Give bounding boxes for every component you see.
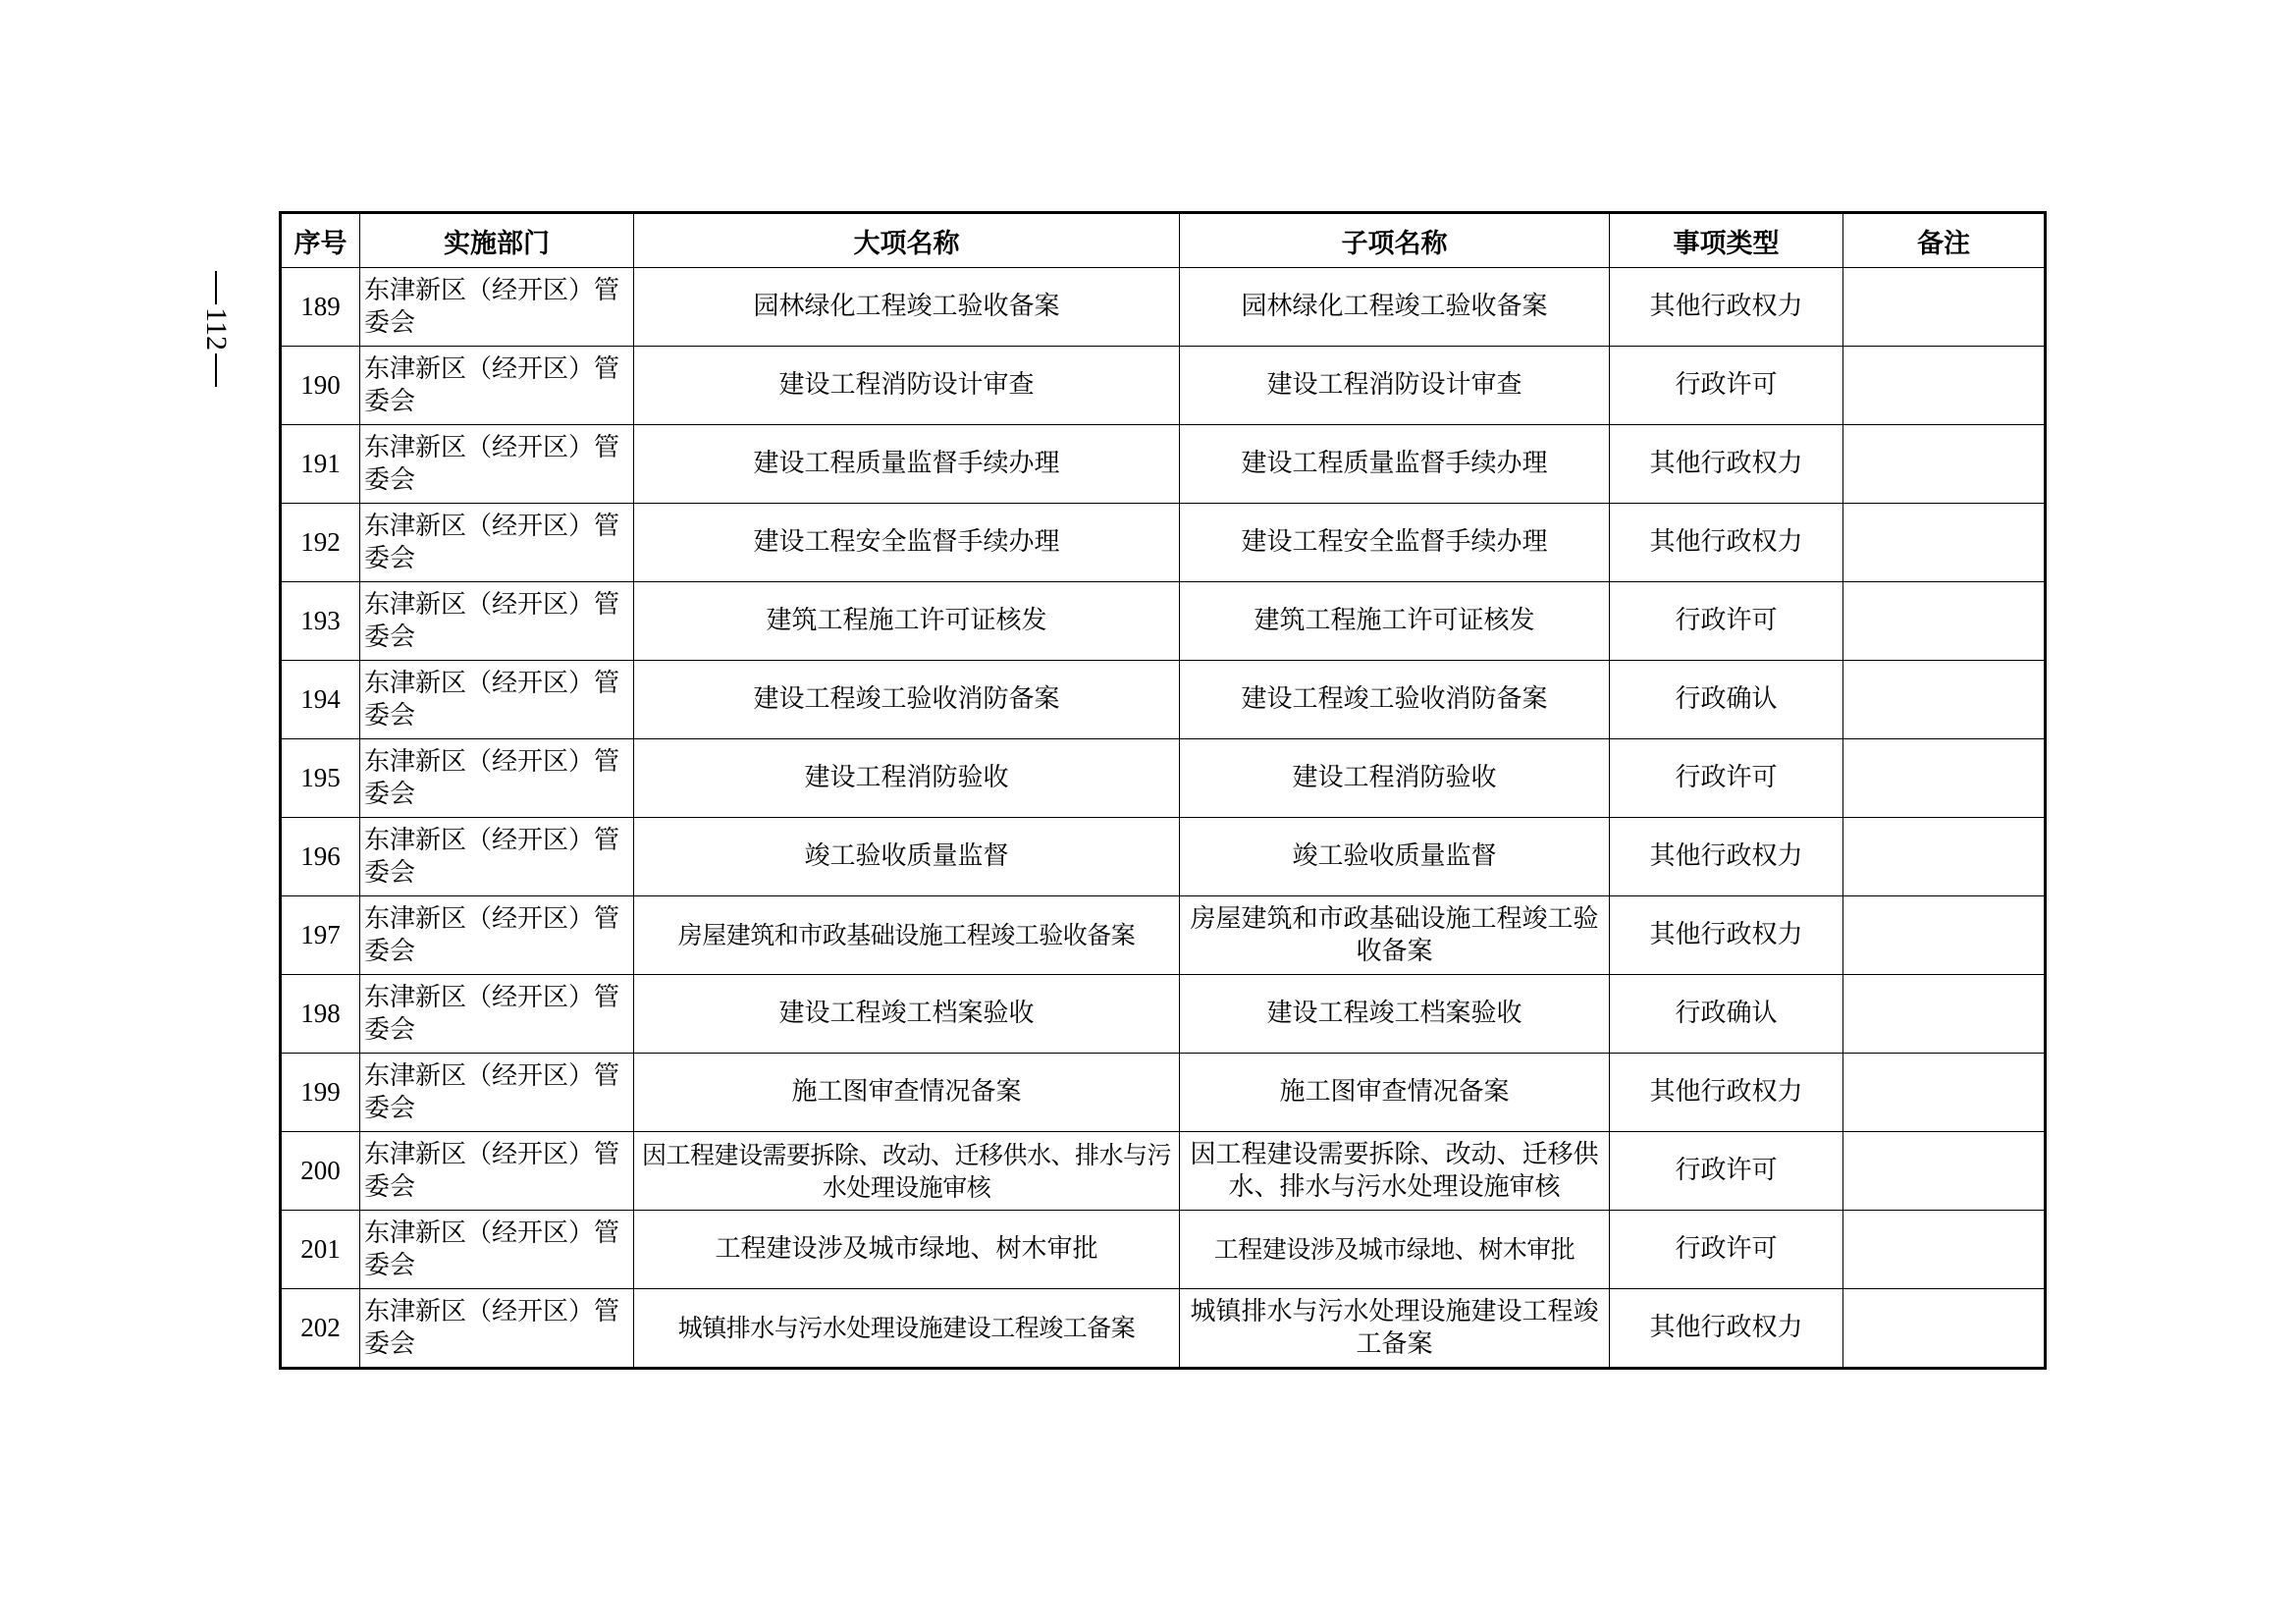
header-seq: 序号 bbox=[281, 213, 360, 268]
cell-type: 行政许可 bbox=[1610, 582, 1843, 661]
cell-dept: 东津新区（经开区）管委会 bbox=[360, 975, 634, 1054]
cell-dept: 东津新区（经开区）管委会 bbox=[360, 425, 634, 504]
cell-note bbox=[1843, 347, 2046, 425]
cell-major: 房屋建筑和市政基础设施工程竣工验收备案 bbox=[634, 896, 1180, 975]
table-row bbox=[281, 975, 2046, 1054]
cell-seq: 195 bbox=[281, 739, 360, 818]
cell-seq: 192 bbox=[281, 504, 360, 582]
cell-sub: 房屋建筑和市政基础设施工程竣工验收备案 bbox=[1180, 896, 1610, 975]
cell-seq: 197 bbox=[281, 896, 360, 975]
page-number-dash-top bbox=[215, 271, 217, 304]
cell-seq: 190 bbox=[281, 347, 360, 425]
cell-type: 行政确认 bbox=[1610, 661, 1843, 739]
cell-seq: 191 bbox=[281, 425, 360, 504]
page-number-dash-bottom bbox=[215, 353, 217, 387]
cell-note bbox=[1843, 975, 2046, 1054]
cell-type: 其他行政权力 bbox=[1610, 1289, 1843, 1369]
table-row bbox=[281, 739, 2046, 818]
cell-note bbox=[1843, 1211, 2046, 1289]
cell-dept: 东津新区（经开区）管委会 bbox=[360, 1289, 634, 1369]
cell-dept: 东津新区（经开区）管委会 bbox=[360, 268, 634, 347]
cell-dept: 东津新区（经开区）管委会 bbox=[360, 504, 634, 582]
header-major: 大项名称 bbox=[634, 213, 1180, 268]
cell-major: 建设工程质量监督手续办理 bbox=[634, 425, 1180, 504]
cell-dept: 东津新区（经开区）管委会 bbox=[360, 1054, 634, 1132]
cell-dept: 东津新区（经开区）管委会 bbox=[360, 896, 634, 975]
cell-sub: 竣工验收质量监督 bbox=[1180, 818, 1610, 896]
cell-type: 行政许可 bbox=[1610, 1211, 1843, 1289]
table-row bbox=[281, 425, 2046, 504]
cell-sub: 建设工程消防验收 bbox=[1180, 739, 1610, 818]
cell-major: 因工程建设需要拆除、改动、迁移供水、排水与污水处理设施审核 bbox=[634, 1132, 1180, 1211]
cell-note bbox=[1843, 582, 2046, 661]
cell-type: 其他行政权力 bbox=[1610, 1054, 1843, 1132]
table-row bbox=[281, 347, 2046, 425]
cell-type: 其他行政权力 bbox=[1610, 425, 1843, 504]
header-type: 事项类型 bbox=[1610, 213, 1843, 268]
header-note: 备注 bbox=[1843, 213, 2046, 268]
cell-dept: 东津新区（经开区）管委会 bbox=[360, 661, 634, 739]
cell-dept: 东津新区（经开区）管委会 bbox=[360, 582, 634, 661]
cell-major: 城镇排水与污水处理设施建设工程竣工备案 bbox=[634, 1289, 1180, 1369]
header-sub: 子项名称 bbox=[1180, 213, 1610, 268]
table-row bbox=[281, 896, 2046, 975]
cell-sub: 建设工程竣工档案验收 bbox=[1180, 975, 1610, 1054]
table-row bbox=[281, 1211, 2046, 1289]
header-row bbox=[281, 213, 2046, 268]
cell-type: 行政许可 bbox=[1610, 739, 1843, 818]
cell-sub: 施工图审查情况备案 bbox=[1180, 1054, 1610, 1132]
cell-type: 行政许可 bbox=[1610, 1132, 1843, 1211]
cell-note bbox=[1843, 661, 2046, 739]
cell-major: 工程建设涉及城市绿地、树木审批 bbox=[634, 1211, 1180, 1289]
table-row bbox=[281, 1054, 2046, 1132]
cell-sub: 因工程建设需要拆除、改动、迁移供水、排水与污水处理设施审核 bbox=[1180, 1132, 1610, 1211]
cell-seq: 199 bbox=[281, 1054, 360, 1132]
cell-major: 建设工程消防验收 bbox=[634, 739, 1180, 818]
cell-sub: 园林绿化工程竣工验收备案 bbox=[1180, 268, 1610, 347]
cell-note bbox=[1843, 504, 2046, 582]
cell-note bbox=[1843, 739, 2046, 818]
cell-note bbox=[1843, 1132, 2046, 1211]
cell-major: 建设工程竣工验收消防备案 bbox=[634, 661, 1180, 739]
cell-major: 园林绿化工程竣工验收备案 bbox=[634, 268, 1180, 347]
cell-major: 竣工验收质量监督 bbox=[634, 818, 1180, 896]
cell-major: 建设工程消防设计审查 bbox=[634, 347, 1180, 425]
page-number-text: 112 bbox=[200, 307, 234, 351]
cell-sub: 工程建设涉及城市绿地、树木审批 bbox=[1180, 1211, 1610, 1289]
cell-sub: 建设工程竣工验收消防备案 bbox=[1180, 661, 1610, 739]
cell-dept: 东津新区（经开区）管委会 bbox=[360, 818, 634, 896]
cell-seq: 194 bbox=[281, 661, 360, 739]
cell-seq: 193 bbox=[281, 582, 360, 661]
cell-note bbox=[1843, 425, 2046, 504]
cell-type: 行政许可 bbox=[1610, 347, 1843, 425]
table-row bbox=[281, 661, 2046, 739]
table-row bbox=[281, 504, 2046, 582]
cell-sub: 建设工程消防设计审查 bbox=[1180, 347, 1610, 425]
page-number bbox=[196, 245, 236, 412]
cell-type: 其他行政权力 bbox=[1610, 504, 1843, 582]
cell-type: 其他行政权力 bbox=[1610, 818, 1843, 896]
header-dept: 实施部门 bbox=[360, 213, 634, 268]
cell-sub: 建筑工程施工许可证核发 bbox=[1180, 582, 1610, 661]
cell-type: 行政确认 bbox=[1610, 975, 1843, 1054]
cell-major: 施工图审查情况备案 bbox=[634, 1054, 1180, 1132]
cell-note bbox=[1843, 818, 2046, 896]
cell-seq: 198 bbox=[281, 975, 360, 1054]
cell-type: 其他行政权力 bbox=[1610, 896, 1843, 975]
cell-major: 建设工程竣工档案验收 bbox=[634, 975, 1180, 1054]
cell-major: 建筑工程施工许可证核发 bbox=[634, 582, 1180, 661]
table-row bbox=[281, 818, 2046, 896]
table-row bbox=[281, 1289, 2046, 1369]
cell-seq: 200 bbox=[281, 1132, 360, 1211]
cell-seq: 189 bbox=[281, 268, 360, 347]
cell-seq: 202 bbox=[281, 1289, 360, 1369]
table-row bbox=[281, 268, 2046, 347]
items-table bbox=[279, 211, 2047, 1370]
cell-dept: 东津新区（经开区）管委会 bbox=[360, 1132, 634, 1211]
cell-dept: 东津新区（经开区）管委会 bbox=[360, 1211, 634, 1289]
cell-seq: 201 bbox=[281, 1211, 360, 1289]
cell-dept: 东津新区（经开区）管委会 bbox=[360, 739, 634, 818]
cell-type: 其他行政权力 bbox=[1610, 268, 1843, 347]
cell-major: 建设工程安全监督手续办理 bbox=[634, 504, 1180, 582]
cell-note bbox=[1843, 1054, 2046, 1132]
cell-sub: 建设工程质量监督手续办理 bbox=[1180, 425, 1610, 504]
table-row bbox=[281, 1132, 2046, 1211]
cell-sub: 建设工程安全监督手续办理 bbox=[1180, 504, 1610, 582]
cell-sub: 城镇排水与污水处理设施建设工程竣工备案 bbox=[1180, 1289, 1610, 1369]
cell-seq: 196 bbox=[281, 818, 360, 896]
table-row bbox=[281, 582, 2046, 661]
cell-note bbox=[1843, 268, 2046, 347]
cell-note bbox=[1843, 896, 2046, 975]
cell-note bbox=[1843, 1289, 2046, 1369]
cell-dept: 东津新区（经开区）管委会 bbox=[360, 347, 634, 425]
